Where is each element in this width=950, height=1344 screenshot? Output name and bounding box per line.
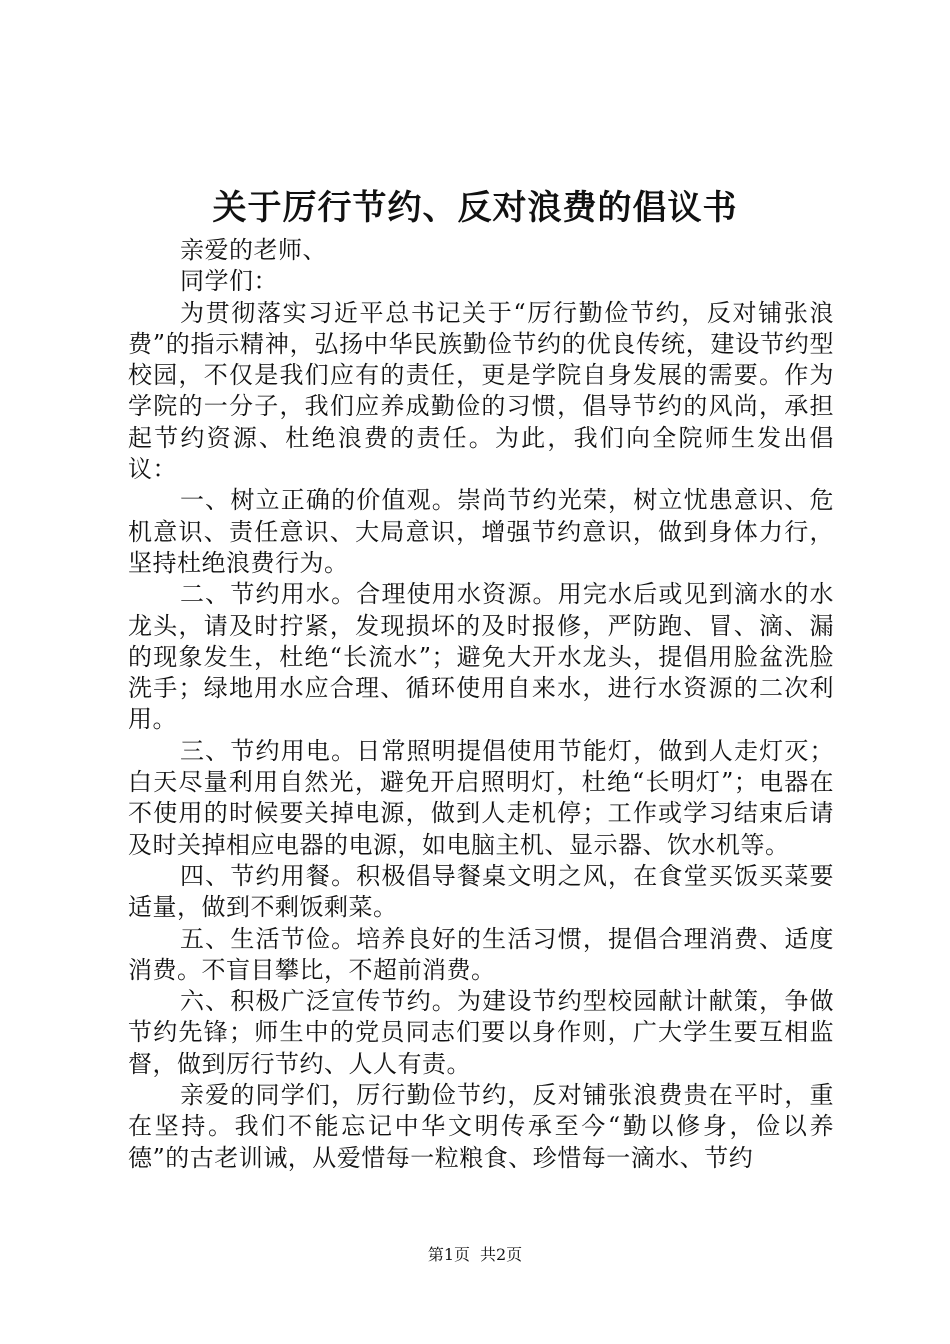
proposal-paragraph-meals: 四、节约用餐。积极倡导餐桌文明之风，在食堂买饭买菜要适量，做到不剩饭剩菜。 [128,861,834,922]
page-footer [0,1244,950,1266]
closing-paragraph: 亲爱的同学们，厉行勤俭节约，反对铺张浪费贵在平时，重在坚持。我们不能忘记中华文明传承至今“勤以修身，俭以养德”的古老训诫，从爱惜每一粒粮食、珍惜每一滴水、节约 [128,1081,834,1172]
intro-paragraph: 为贯彻落实习近平总书记关于“厉行勤俭节约，反对铺张浪费”的指示精神，弘扬中华民族勤俭节约的优良传统，建设节约型校园，不仅是我们应有的责任，更是学院自身发展的需要。作为学院的一分子，我们应养成勤俭的习惯，倡导节约的风尚，承担起节约资源、杜绝浪费的责任。为此，我们向全院师生发出倡议： [128,298,834,484]
greeting-line: 同学们： [180,267,278,296]
proposal-paragraph-promotion: 六、积极广泛宣传节约。为建设节约型校园献计献策，争做节约先锋；师生中的党员同志们要以身作则，广大学生要互相监督，做到厉行节约、人人有责。 [128,987,834,1078]
proposal-paragraph-electricity: 三、节约用电。日常照明提倡使用节能灯，做到人走灯灭；白天尽量利用自然光，避免开启照明灯，杜绝“长明灯”；电器在不使用的时候要关掉电源，做到人走机停；工作或学习结束后请及时关掉相应电器的电源，如电脑主机、显示器、饮水机等。 [128,736,834,859]
proposal-paragraph-frugal-living: 五、生活节俭。培养良好的生活习惯，提倡合理消费、适度消费。不盲目攀比，不超前消费。 [128,924,834,984]
page-total: 共2页 [480,1245,523,1264]
document-title: 关于厉行节约、反对浪费的倡议书 [212,188,738,228]
page-number: 第1页 [427,1245,470,1264]
proposal-paragraph-values: 一、树立正确的价值观。崇尚节约光荣，树立忧患意识、危机意识、责任意识、大局意识，增强节约意识，做到身体力行，坚持杜绝浪费行为。 [128,486,834,577]
greeting-line: 亲爱的老师、 [180,236,327,264]
proposal-paragraph-water: 二、节约用水。合理使用水资源。用完水后或见到滴水的水龙头，请及时拧紧，发现损坏的及时报修，严防跑、冒、滴、漏的现象发生，杜绝“长流水”；避免大开水龙头，提倡用脸盆洗脸洗手；绿地用水应合理、循环使用自来水，进行水资源的二次利用。 [128,580,834,734]
document-body [128,235,834,1174]
